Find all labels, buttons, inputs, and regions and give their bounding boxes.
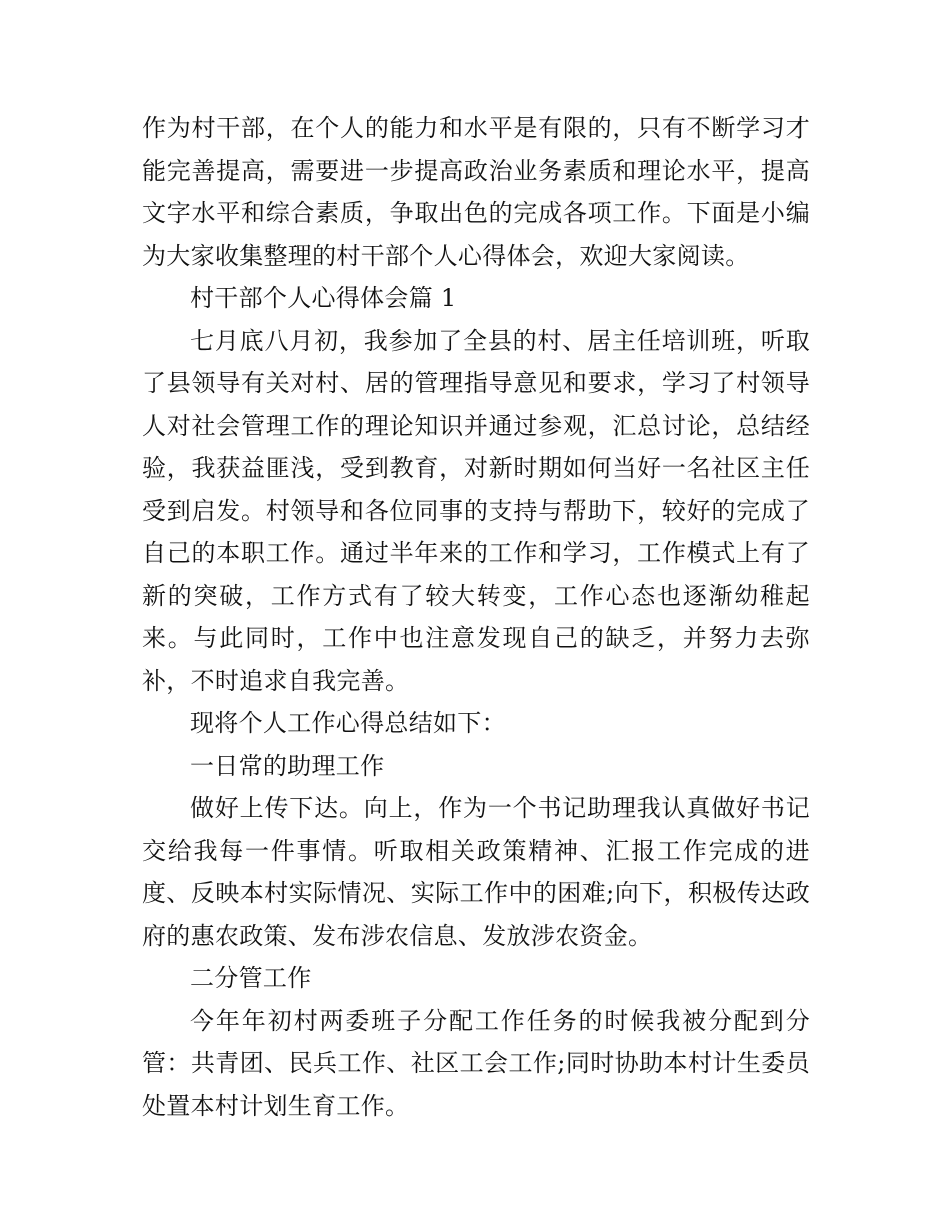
body-paragraph: 今年年初村两委班子分配工作任务的时候我被分配到分管：共青团、民兵工作、社区工会工作;同时协助本村计生委员处置本村计划生育工作。 [142, 1006, 810, 1120]
section-title: 村干部个人心得体会篇 1 [190, 284, 457, 312]
summary-lead: 现将个人工作心得总结如下： [190, 709, 506, 737]
intro-paragraph: 作为村干部，在个人的能力和水平是有限的，只有不断学习才能完善提高，需要进一步提高政治业务素质和理论水平，提高文字水平和综合素质，争取出色的完成各项工作。下面是小编为大家收集整理的村干部个人心得体会，欢迎大家阅读。 [142, 114, 810, 270]
subheading-managed-work: 二分管工作 [190, 964, 312, 992]
body-paragraph: 做好上传下达。向上，作为一个书记助理我认真做好书记交给我每一件事情。听取相关政策精神、汇报工作完成的进度、反映本村实际情况、实际工作中的困难;向下，积极传达政府的惠农政策、发布涉农信息、发放涉农资金。 [142, 794, 810, 950]
subheading-daily-work: 一日常的助理工作 [190, 751, 385, 780]
document-body [142, 107, 810, 1127]
body-paragraph: 七月底八月初，我参加了全县的村、居主任培训班，听取了县领导有关对村、居的管理指导意见和要求，学习了村领导人对社会管理工作的理论知识并通过参观，汇总讨论，总结经验，我获益匪浅，受到教育，对新时期如何当好一名社区主任受到启发。村领导和各位同事的支持与帮助下，较好的完成了自己的本职工作。通过半年来的工作和学习，工作模式上有了新的突破，工作方式有了较大转变，工作心态也逐渐幼稚起来。与此同时，工作中也注意发现自己的缺乏，并努力去弥补，不时追求自我完善。 [142, 326, 810, 695]
